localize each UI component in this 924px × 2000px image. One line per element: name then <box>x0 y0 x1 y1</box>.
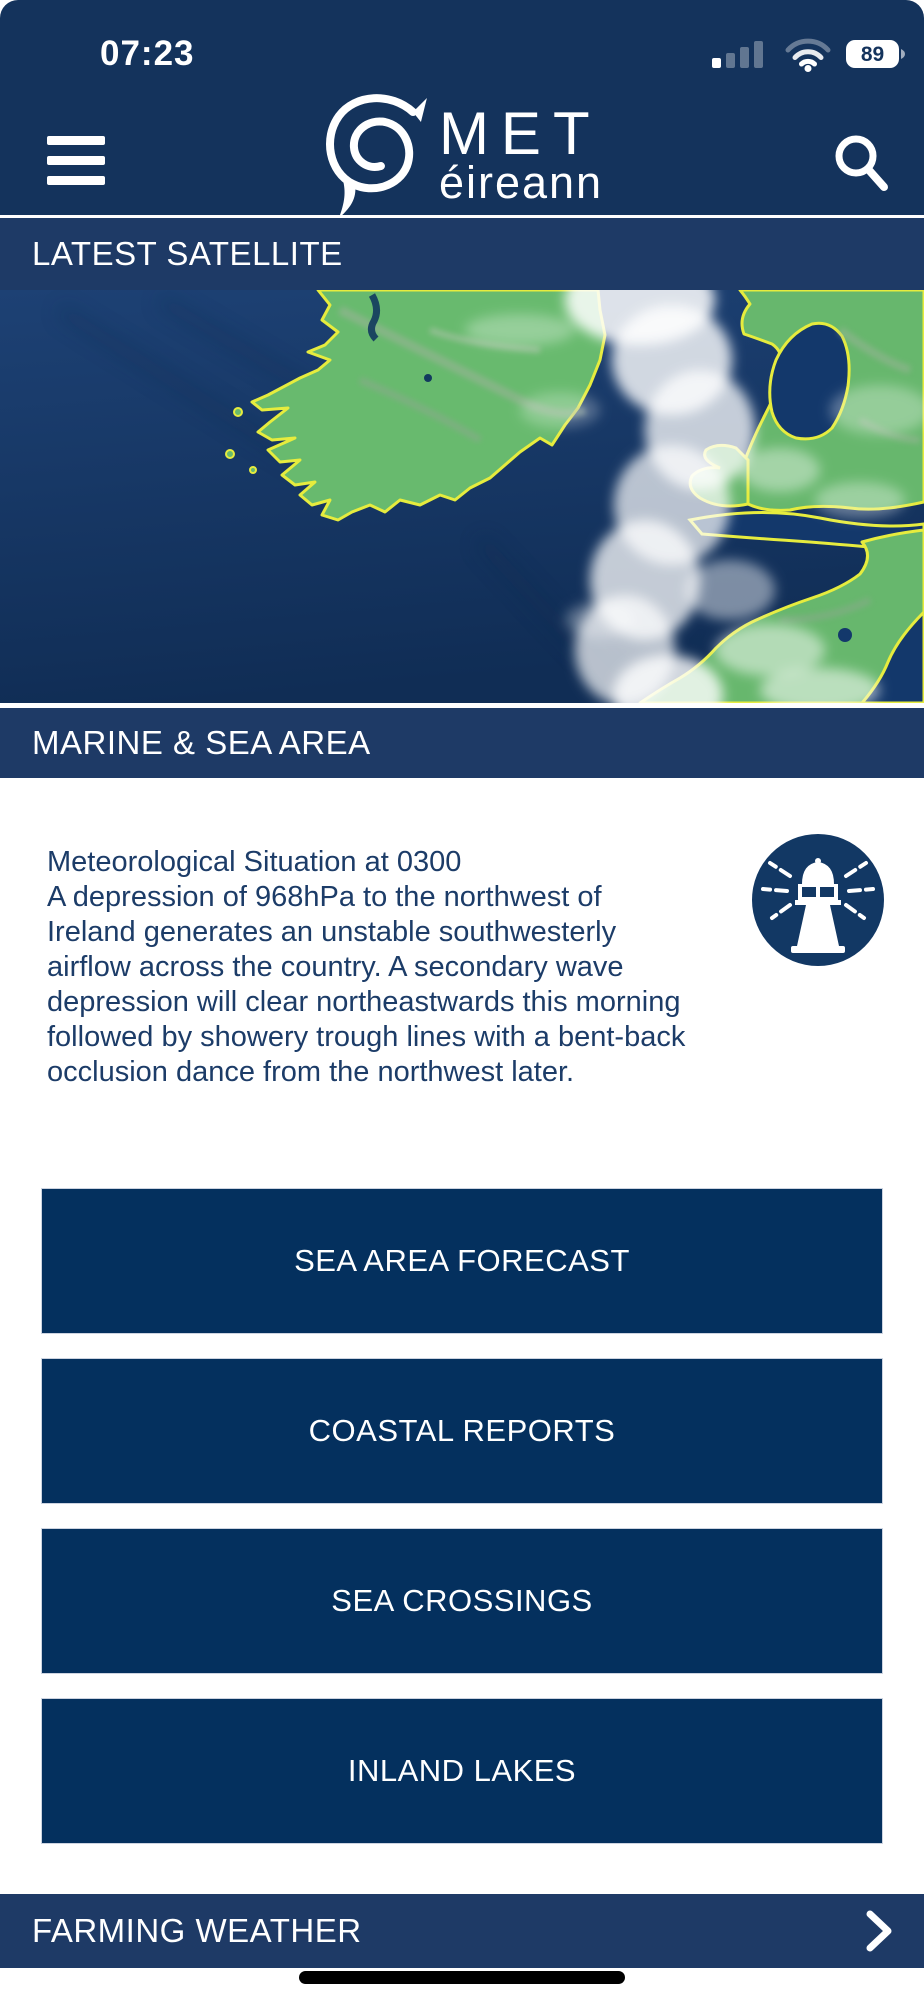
search-icon[interactable] <box>826 128 896 198</box>
wifi-icon <box>784 36 832 72</box>
section-title: LATEST SATELLITE <box>32 235 343 272</box>
logo-met: MET <box>438 100 602 167</box>
logo-text <box>438 100 604 208</box>
section-title: FARMING WEATHER <box>32 1912 362 1949</box>
met-eireann-logo <box>321 90 603 220</box>
situation-title: Meteorological Situation at 0300 <box>47 846 462 878</box>
chevron-right-icon <box>866 1910 892 1952</box>
section-farming-weather[interactable] <box>0 1894 924 1968</box>
cellular-signal-icon <box>712 39 770 69</box>
section-title: MARINE & SEA AREA <box>32 724 371 761</box>
menu-icon[interactable] <box>47 136 105 185</box>
bottom-area <box>0 1968 924 2000</box>
battery-icon <box>846 39 906 69</box>
section-marine-sea-area <box>0 708 924 778</box>
marine-content <box>0 778 924 1844</box>
sea-area-forecast-button[interactable] <box>41 1188 883 1334</box>
coastal-reports-button[interactable] <box>41 1358 883 1504</box>
button-label: SEA CROSSINGS <box>331 1583 593 1618</box>
situation-text: A depression of 968hPa to the northwest of Ireland generates an unstable southwesterly airflow across the country. A secondary wave depression will clear northeastwards this morning followed by showery trough lines with a bent-back occlusion dance from the northwest later. <box>47 881 686 1088</box>
section-latest-satellite <box>0 218 924 290</box>
battery-percent: 89 <box>860 43 885 66</box>
hurricane-spiral-icon <box>321 90 433 220</box>
inland-lakes-button[interactable] <box>41 1698 883 1844</box>
home-indicator[interactable] <box>299 1971 625 1984</box>
button-label: COASTAL REPORTS <box>308 1413 616 1448</box>
button-label: INLAND LAKES <box>347 1753 577 1788</box>
lighthouse-icon <box>750 832 886 968</box>
logo-eireann: éireann <box>438 157 604 208</box>
satellite-image[interactable] <box>0 290 924 703</box>
meteorological-situation <box>47 778 692 1125</box>
app-header <box>0 0 924 215</box>
status-icons <box>712 36 906 72</box>
sea-crossings-button[interactable] <box>41 1528 883 1674</box>
button-label: SEA AREA FORECAST <box>294 1243 630 1278</box>
nav-row <box>0 88 924 215</box>
status-time: 07:23 <box>100 34 195 73</box>
marine-buttons <box>41 1188 883 1844</box>
